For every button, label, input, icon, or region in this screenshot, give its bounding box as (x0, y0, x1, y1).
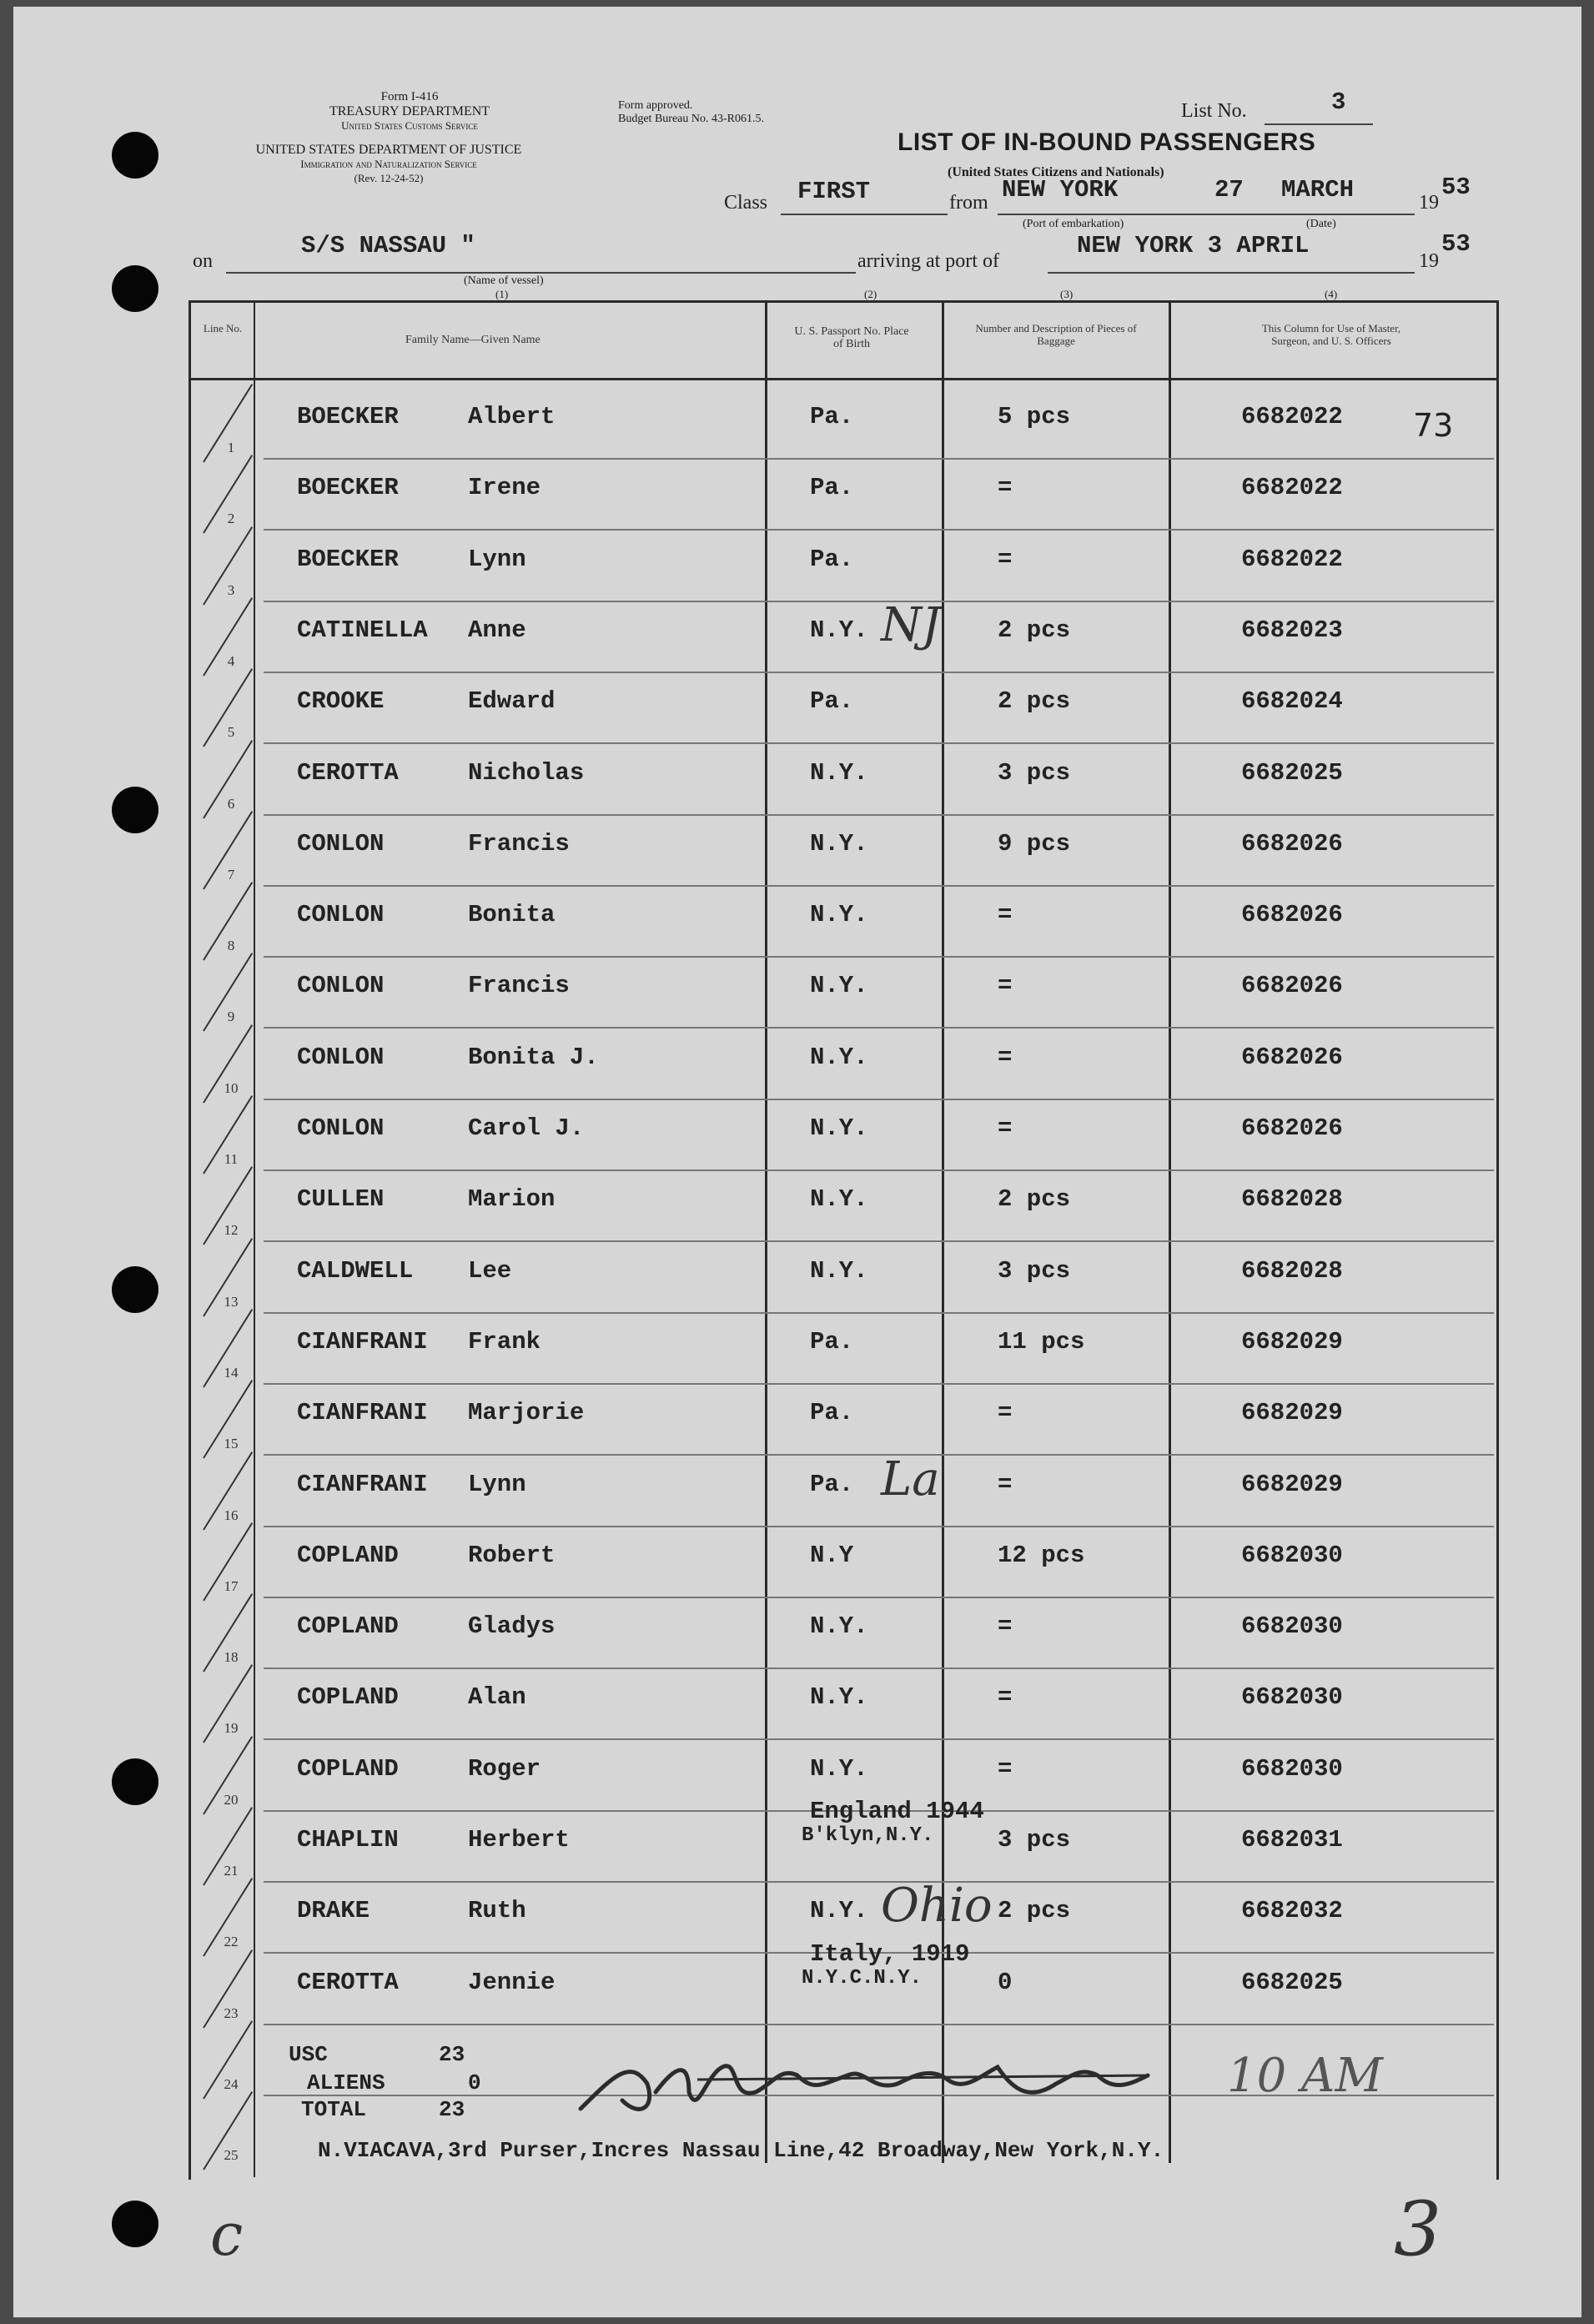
place-of-birth: Pa. (810, 403, 854, 430)
officer-code: 6682025 (1241, 759, 1343, 787)
officer-code: 6682026 (1241, 1044, 1343, 1071)
punch-hole (112, 1266, 158, 1313)
baggage-count: = (998, 1114, 1013, 1142)
family-name: CIANFRANI (297, 1471, 428, 1498)
given-name: Francis (468, 830, 570, 858)
given-name: Albert (468, 403, 556, 430)
baggage-count: = (998, 1471, 1013, 1498)
officer-code: 6682028 (1241, 1257, 1343, 1285)
col-header-baggage: Number and Description of Pieces of Baggage (975, 322, 1137, 347)
family-name: COPLAND (297, 1683, 399, 1711)
family-name: CONLON (297, 830, 385, 858)
given-name: Lynn (468, 1471, 526, 1498)
col-divider-officers (1169, 303, 1171, 2163)
usc-label: USC (289, 2042, 328, 2067)
punch-hole (112, 2201, 158, 2247)
bottom-left-mark: c (210, 2201, 244, 2269)
given-name: Nicholas (468, 759, 585, 787)
row-divider (264, 2024, 1494, 2025)
row-divider (264, 1738, 1494, 1740)
given-name: Roger (468, 1755, 541, 1783)
officer-code: 6682026 (1241, 1114, 1343, 1142)
from-month: MARCH (1281, 176, 1355, 204)
line-number: 12 (224, 1222, 239, 1238)
arrival-underline (1048, 272, 1415, 274)
family-name: CONLON (297, 1114, 385, 1142)
family-name: CONLON (297, 1044, 385, 1071)
officer-code: 6682024 (1241, 687, 1343, 715)
col2-caption: (2) (864, 288, 877, 300)
line-number: 20 (224, 1792, 239, 1808)
baggage-count: = (998, 1755, 1013, 1783)
family-name: CALDWELL (297, 1257, 414, 1285)
form-title: LIST OF IN-BOUND PASSENGERS (898, 128, 1316, 156)
place-of-birth: N.Y (810, 1542, 854, 1569)
place-of-birth: N.Y. (810, 616, 868, 644)
form-approved: Form approved. (618, 99, 693, 112)
officer-code: 6682023 (1241, 616, 1343, 644)
embark-caption: (Port of embarkation) (1023, 218, 1124, 230)
justice-dept: UNITED STATES DEPARTMENT OF JUSTICE (255, 143, 522, 157)
list-no-label: List No. (1181, 100, 1247, 122)
from-label: from (949, 192, 988, 214)
line-number: 19 (224, 1720, 239, 1736)
line-number: 18 (224, 1649, 239, 1665)
officer-code: 6682026 (1241, 972, 1343, 999)
total-count: 23 (439, 2097, 465, 2122)
given-name: Marion (468, 1185, 556, 1213)
revision-date: (Rev. 12-24-52) (354, 172, 424, 184)
line-number: 7 (227, 867, 235, 883)
class-value: FIRST (797, 178, 871, 205)
line-number: 3 (227, 582, 235, 598)
usc-count: 23 (439, 2042, 465, 2067)
place-of-birth: Pa. (810, 687, 854, 715)
arr-year-prefix: 19 (1419, 250, 1439, 272)
treasury-dept: TREASURY DEPARTMENT (329, 104, 490, 118)
class-label: Class (724, 192, 768, 214)
from-year: 53 (1441, 174, 1471, 201)
aliens-count: 0 (468, 2070, 481, 2095)
punch-hole (112, 1758, 158, 1805)
row-divider (264, 1383, 1494, 1385)
given-name: Marjorie (468, 1399, 585, 1426)
budget-bureau: Budget Bureau No. 43-R061.5. (618, 113, 764, 125)
baggage-count: = (998, 546, 1013, 573)
officer-code: 6682025 (1241, 1969, 1343, 1996)
place-of-birth-line2: B'klyn,N.Y. (802, 1824, 934, 1847)
baggage-count: = (998, 1683, 1013, 1711)
row-divider (264, 814, 1494, 816)
given-name: Alan (468, 1683, 526, 1711)
given-name: Frank (468, 1328, 541, 1356)
baggage-count: = (998, 1044, 1013, 1071)
place-of-birth: Pa. (810, 546, 854, 573)
line-number: 6 (227, 796, 235, 812)
signature (564, 2042, 1214, 2134)
col3-caption: (3) (1060, 288, 1074, 300)
line-number: 23 (224, 2005, 239, 2021)
given-name: Anne (468, 616, 526, 644)
header-rule (189, 378, 1496, 380)
row-divider (264, 1454, 1494, 1456)
place-handwritten-correction: Ohio (881, 1879, 993, 1933)
line-number: 14 (224, 1365, 239, 1381)
family-name: CONLON (297, 972, 385, 999)
given-name: Jennie (468, 1969, 556, 1996)
given-name: Lee (468, 1257, 512, 1285)
place-of-birth: Pa. (810, 1328, 854, 1356)
row-divider (264, 458, 1494, 460)
place-of-birth-line2: N.Y.C.N.Y. (802, 1967, 923, 1989)
family-name: COPLAND (297, 1542, 399, 1569)
col4-caption: (4) (1325, 288, 1338, 300)
place-of-birth: N.Y. (810, 1755, 868, 1783)
officer-code: 6682031 (1241, 1826, 1343, 1854)
col1-caption: (1) (495, 288, 509, 300)
line-number: 15 (224, 1436, 239, 1451)
list-no-value: 3 (1331, 88, 1346, 116)
place-of-birth: N.Y. (810, 830, 868, 858)
punch-hole (112, 265, 158, 312)
place-of-birth: Pa. (810, 1399, 854, 1426)
officer-code: 6682026 (1241, 830, 1343, 858)
row-divider (264, 1881, 1494, 1883)
baggage-count: = (998, 1612, 1013, 1640)
place-of-birth: N.Y. (810, 759, 868, 787)
aliens-label: ALIENS (307, 2070, 385, 2095)
given-name: Gladys (468, 1612, 556, 1640)
officer-code: 6682030 (1241, 1612, 1343, 1640)
place-of-birth: N.Y. (810, 972, 868, 999)
line-number: 10 (224, 1080, 239, 1096)
line-number: 13 (224, 1294, 239, 1310)
officer-code: 6682030 (1241, 1683, 1343, 1711)
place-of-birth: Pa. (810, 474, 854, 501)
baggage-count: 2 pcs (998, 1897, 1071, 1924)
place-of-birth: Italy, 1919 (810, 1940, 970, 1968)
family-name: CEROTTA (297, 1969, 399, 1996)
officer-code: 6682022 (1241, 403, 1343, 430)
place-of-birth: England 1944 (810, 1798, 984, 1825)
family-name: COPLAND (297, 1612, 399, 1640)
vessel-name: S/S NASSAU " (301, 232, 475, 259)
bottom-right-mark: 3 (1394, 2186, 1442, 2273)
family-name: CHAPLIN (297, 1826, 399, 1854)
family-name: DRAKE (297, 1897, 370, 1924)
place-of-birth: N.Y. (810, 901, 868, 928)
baggage-count: 2 pcs (998, 616, 1071, 644)
form-subtitle: (United States Citizens and Nationals) (948, 165, 1164, 179)
line-number: 24 (224, 2076, 239, 2092)
place-of-birth: Pa. (810, 1471, 854, 1498)
purser-line: N.VIACAVA,3rd Purser,Incres Nassau Line,42 Broadway,New York,N.Y. (318, 2138, 1164, 2163)
place-of-birth: N.Y. (810, 1185, 868, 1213)
given-name: Lynn (468, 546, 526, 573)
officer-code: 6682026 (1241, 901, 1343, 928)
row-divider (264, 1170, 1494, 1171)
family-name: CONLON (297, 901, 385, 928)
col-divider-line (254, 303, 255, 2177)
family-name: BOECKER (297, 546, 399, 573)
baggage-count: 3 pcs (998, 1826, 1071, 1854)
officer-code: 6682028 (1241, 1185, 1343, 1213)
list-no-underline (1265, 123, 1373, 125)
on-label: on (193, 250, 213, 272)
baggage-count: 2 pcs (998, 1185, 1071, 1213)
given-name: Robert (468, 1542, 556, 1569)
total-label: TOTAL (301, 2097, 367, 2122)
row-divider (264, 885, 1494, 887)
given-name: Bonita (468, 901, 556, 928)
form-number: Form I-416 (380, 90, 439, 103)
row-divider (264, 742, 1494, 744)
place-handwritten-correction: NJ (881, 598, 941, 652)
family-name: BOECKER (297, 474, 399, 501)
given-name: Irene (468, 474, 541, 501)
family-name: BOECKER (297, 403, 399, 430)
baggage-count: 5 pcs (998, 403, 1071, 430)
row-divider (264, 1027, 1494, 1029)
officer-code: 6682029 (1241, 1471, 1343, 1498)
line-number: 1 (227, 440, 235, 455)
from-port: NEW YORK (1002, 176, 1119, 204)
officer-code: 6682032 (1241, 1897, 1343, 1924)
immigration-service: Immigration and Naturalization Service (300, 158, 477, 170)
margin-note: 73 (1413, 407, 1454, 444)
arriving-label: arriving at port of (857, 250, 999, 272)
col-header-passport: U. S. Passport No. Place of Birth (794, 325, 909, 350)
signature-time-note: 10 AM (1227, 2049, 1383, 2103)
given-name: Herbert (468, 1826, 570, 1854)
baggage-count: 11 pcs (998, 1328, 1085, 1356)
line-number: 8 (227, 938, 235, 953)
given-name: Carol J. (468, 1114, 585, 1142)
place-of-birth: N.Y. (810, 1897, 868, 1924)
line-number: 9 (227, 1009, 235, 1024)
family-name: CULLEN (297, 1185, 385, 1213)
col-header-officers: This Column for Use of Master, Surgeon, and U. S. Officers (1261, 322, 1401, 347)
punch-hole (112, 787, 158, 833)
line-number: 25 (224, 2147, 239, 2163)
row-divider (264, 672, 1494, 673)
baggage-count: 3 pcs (998, 1257, 1071, 1285)
given-name: Edward (468, 687, 556, 715)
document-page (13, 7, 1581, 2317)
col-header-name: Family Name—Given Name (405, 334, 541, 346)
date-caption: (Date) (1306, 218, 1336, 230)
family-name: CIANFRANI (297, 1328, 428, 1356)
line-number: 11 (224, 1151, 239, 1167)
given-name: Ruth (468, 1897, 526, 1924)
line-number: 22 (224, 1934, 239, 1949)
from-underline (998, 214, 1415, 215)
family-name: CEROTTA (297, 759, 399, 787)
baggage-count: 2 pcs (998, 687, 1071, 715)
row-divider (264, 1526, 1494, 1527)
officer-code: 6682030 (1241, 1755, 1343, 1783)
col-header-line: Line No. (203, 322, 243, 335)
baggage-count: 3 pcs (998, 759, 1071, 787)
place-of-birth: N.Y. (810, 1044, 868, 1071)
row-divider (264, 1240, 1494, 1242)
col-divider-passport (765, 303, 767, 2163)
family-name: CIANFRANI (297, 1399, 428, 1426)
officer-code: 6682029 (1241, 1328, 1343, 1356)
given-name: Francis (468, 972, 570, 999)
place-of-birth: N.Y. (810, 1683, 868, 1711)
given-name: Bonita J. (468, 1044, 599, 1071)
from-year-prefix: 19 (1419, 192, 1439, 214)
family-name: CROOKE (297, 687, 385, 715)
arr-year: 53 (1441, 230, 1471, 258)
baggage-count: = (998, 474, 1013, 501)
line-number: 2 (227, 511, 235, 526)
arrival-value: NEW YORK 3 APRIL (1077, 232, 1310, 259)
row-divider (264, 1312, 1494, 1314)
officer-code: 6682022 (1241, 474, 1343, 501)
place-of-birth: N.Y. (810, 1114, 868, 1142)
punch-hole (112, 132, 158, 179)
place-of-birth: N.Y. (810, 1612, 868, 1640)
row-divider (264, 956, 1494, 958)
row-divider (264, 601, 1494, 602)
officer-code: 6682029 (1241, 1399, 1343, 1426)
baggage-count: 9 pcs (998, 830, 1071, 858)
from-day: 27 (1214, 176, 1244, 204)
family-name: COPLAND (297, 1755, 399, 1783)
baggage-count: = (998, 1399, 1013, 1426)
line-number: 16 (224, 1507, 239, 1523)
line-number: 21 (224, 1863, 239, 1879)
baggage-count: 12 pcs (998, 1542, 1085, 1569)
baggage-count: = (998, 972, 1013, 999)
baggage-count: = (998, 901, 1013, 928)
line-number: 5 (227, 724, 235, 740)
class-underline (781, 214, 948, 215)
officer-code: 6682030 (1241, 1542, 1343, 1569)
row-divider (264, 1597, 1494, 1598)
row-divider (264, 1668, 1494, 1669)
line-number: 4 (227, 653, 235, 669)
row-divider (264, 529, 1494, 531)
place-of-birth: N.Y. (810, 1257, 868, 1285)
baggage-count: 0 (998, 1969, 1013, 1996)
place-handwritten-correction: La (881, 1452, 940, 1507)
family-name: CATINELLA (297, 616, 428, 644)
row-divider (264, 1099, 1494, 1100)
officer-code: 6682022 (1241, 546, 1343, 573)
customs-service: United States Customs Service (341, 119, 478, 132)
line-number: 17 (224, 1578, 239, 1594)
vessel-caption: (Name of vessel) (464, 274, 544, 287)
